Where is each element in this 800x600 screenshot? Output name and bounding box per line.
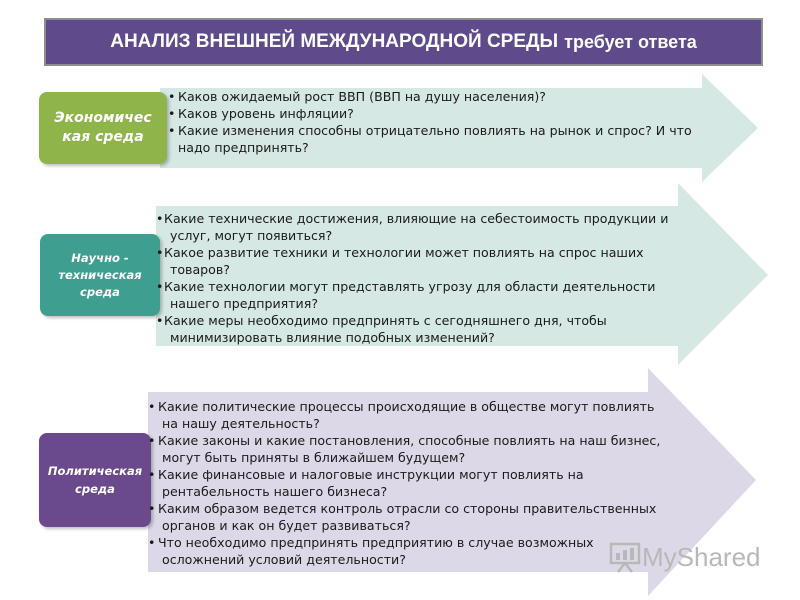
list-item: • Какие технические достижения, влияющие на себестоимость продукции и услуг, могут появиться? bbox=[160, 210, 690, 244]
list-item: • Что необходимо предпринять предприятию в случае возможных осложнений условий деятельности? bbox=[150, 534, 670, 568]
list-item: • Каким образом ведется контроль отрасли со стороны правительственных органов и как он будет развиваться? bbox=[150, 500, 670, 534]
list-item: • Какие технологии могут представлять угрозу для области деятельности нашего предприятия? bbox=[160, 278, 690, 312]
list-item: • Какие политические процессы происходящие в обществе могут повлиять на нашу деятельность? bbox=[150, 398, 670, 432]
section-label: Научно - техническая среда bbox=[40, 234, 160, 316]
section-label: Экономичес кая среда bbox=[39, 92, 167, 164]
list-item: • Какие законы и какие постановления, способные повлиять на наш бизнес, могут быть приняты в ближайшем будущем? bbox=[150, 432, 670, 466]
title-tail: требует ответа bbox=[564, 31, 697, 52]
title-main: АНАЛИЗ ВНЕШНЕЙ МЕЖДУНАРОДНОЙ СРЕДЫ bbox=[110, 31, 559, 52]
presentation-board-icon bbox=[608, 540, 642, 574]
list-item: • Какое развитие техники и технологии может повлиять на спрос наших товаров? bbox=[160, 244, 690, 278]
watermark bbox=[608, 540, 761, 574]
list-item: • Какие финансовые и налоговые инструкции могут повлиять на рентабельность нашего бизнеса? bbox=[150, 466, 670, 500]
list-item: • Каков ожидаемый рост ВВП (ВВП на душу населения)? bbox=[166, 88, 696, 105]
section-label: Политическая среда bbox=[39, 433, 151, 527]
list-item: • Каков уровень инфляции? bbox=[166, 105, 696, 122]
list-item: • Какие изменения способны отрицательно повлиять на рынок и спрос? И что надо предпринять? bbox=[166, 122, 696, 156]
list-item: • Какие меры необходимо предпринять с сегодняшнего дня, чтобы минимизировать влияние подобных изменений? bbox=[160, 312, 690, 346]
question-list bbox=[150, 398, 670, 568]
watermark-text: MyShared bbox=[642, 541, 761, 572]
